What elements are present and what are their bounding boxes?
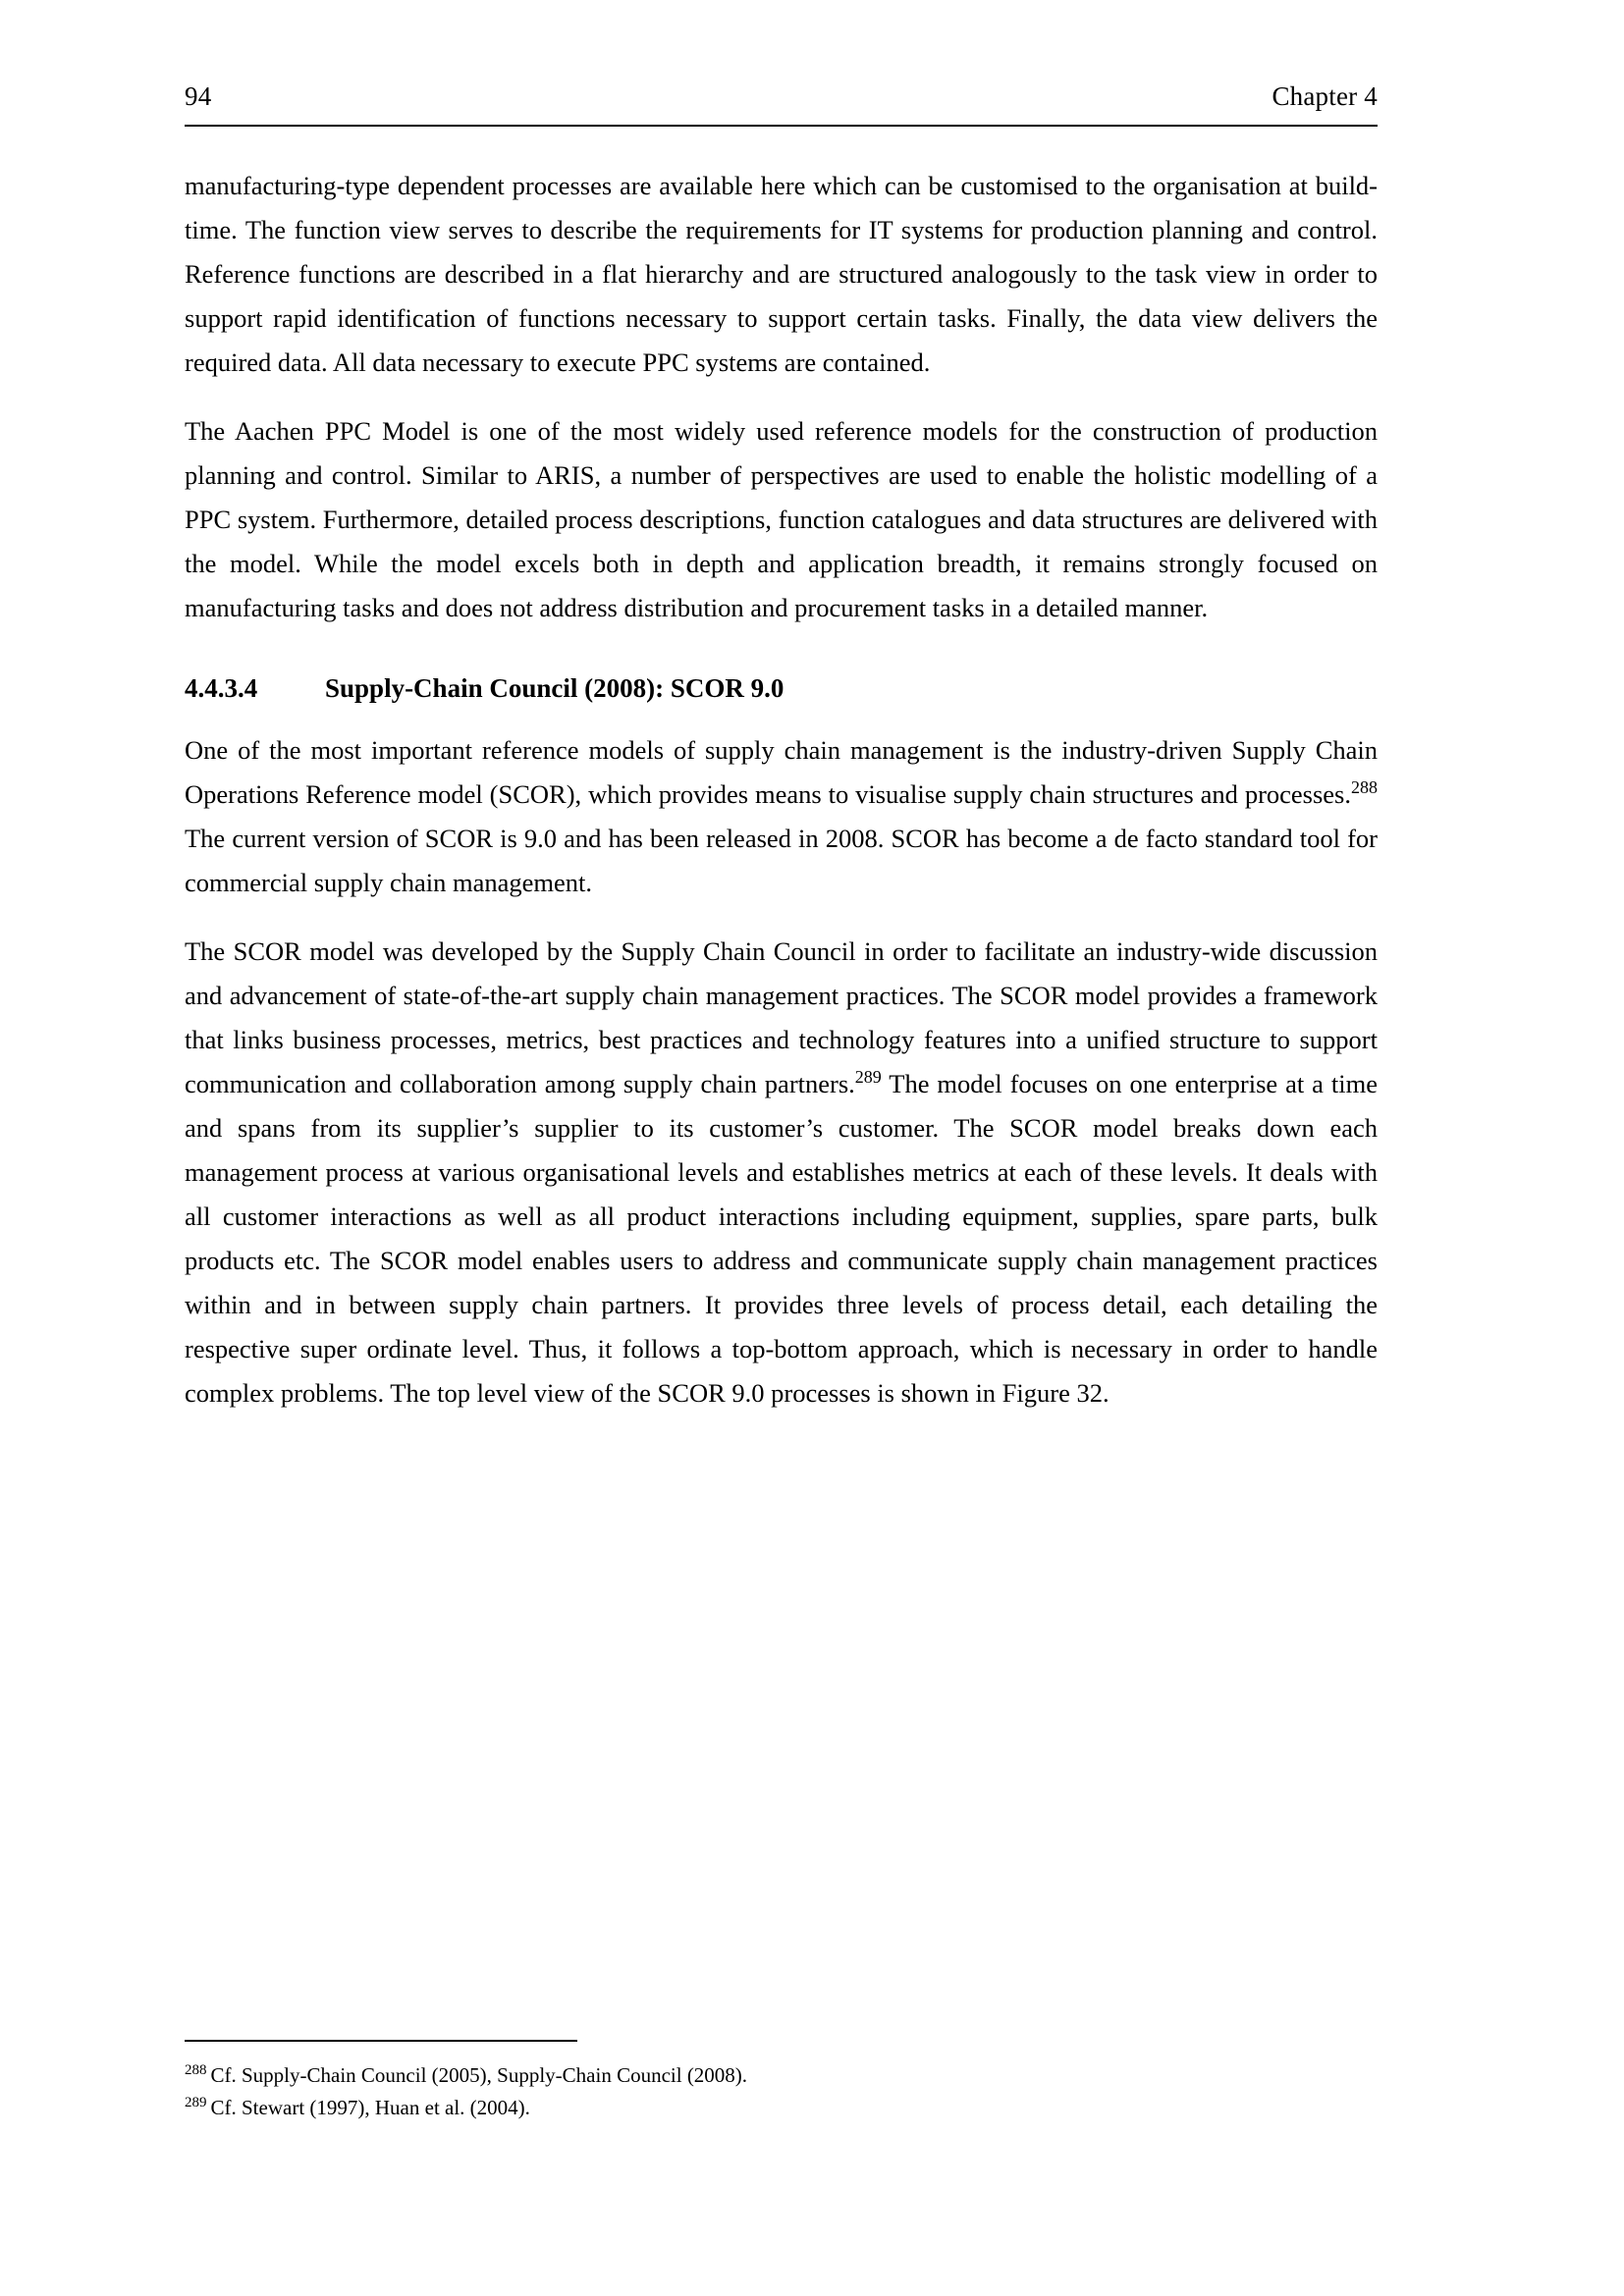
body-text [185,164,1378,1415]
paragraph-4-text-a: The SCOR model was developed by the Supply Chain Council in order to facilitate an industry-wide discussion and advancement of state-of-the-art supply chain management practices. The SCOR model provides a framework that links business processes, metrics, best practices and technology features into a unified structure to support communication and collaboration among supply chain partners. [185,935,1378,1098]
footnote-text-289: Cf. Stewart (1997), Huan et al. (2004). [210,2096,530,2119]
page-number: 94 [185,81,212,111]
section-heading [185,669,1378,707]
section-title: Supply-Chain Council (2008): SCOR 9.0 [325,672,785,703]
page-content [185,82,1378,1415]
paragraph-4 [185,930,1378,1415]
paragraph-3-text-b: The current version of SCOR is 9.0 and has been released in 2008. SCOR has become a de facto standard tool for commercial supply chain management. [185,823,1378,897]
chapter-label: Chapter 4 [1272,81,1378,111]
footnote-288 [185,2059,1378,2092]
footnote-289 [185,2092,1378,2124]
footnote-separator-rule [185,2040,577,2042]
paragraph-2: The Aachen PPC Model is one of the most widely used reference models for the construction of production planning and control. Similar to ARIS, a number of perspectives are used to enable the holistic modelling of a PPC system. Furthermore, detailed process descriptions, function catalogues and data structures are delivered with the model. While the model excels both in depth and application breadth, it remains strongly focused on manufacturing tasks and does not address distribution and procurement tasks in a detailed manner. [185,415,1378,622]
paragraph-3 [185,728,1378,905]
paragraph-3-text-a: One of the most important reference models of supply chain management is the industry-driven Supply Chain Operations Reference model (SCOR), which provides means to visualise supply chain structures and processes. [185,734,1378,809]
footnote-marker-288: 288 [185,2062,207,2078]
footnote-text-288: Cf. Supply-Chain Council (2005), Supply-Chain Council (2008). [210,2063,748,2087]
footnote-ref-289[interactable]: 289 [854,1066,882,1087]
paragraph-4-text-b: The model focuses on one enterprise at a time and spans from its supplier’s supplier to its customer’s customer. The SCOR model breaks down each management process at various organisational levels and establishes metrics at each of these levels. It deals with all customer interactions as well as all product interactions including equipment, supplies, spare parts, bulk products etc. The SCOR model enables users to address and communicate supply chain management practices within and in between supply chain partners. It provides three levels of process detail, each detailing the respective super ordinate level. Thus, it follows a top-bottom approach, which is necessary in order to handle complex problems. The top level view of the SCOR 9.0 processes is shown in Figure 32. [185,1068,1378,1408]
footnote-marker-289: 289 [185,2095,207,2110]
running-head [185,82,1378,127]
paragraph-1: manufacturing-type dependent processes are available here which can be customised to the organisation at build-time. The function view serves to describe the requirements for IT systems for production planning and control. Reference functions are described in a flat hierarchy and are structured analogously to the task view in order to support rapid identification of functions necessary to support certain tasks. Finally, the data view delivers the required data. All data necessary to execute PPC systems are contained. [185,170,1378,377]
section-number: 4.4.3.4 [185,672,258,703]
footnotes-area [185,2040,1378,2124]
footnote-ref-288[interactable]: 288 [1351,776,1378,797]
